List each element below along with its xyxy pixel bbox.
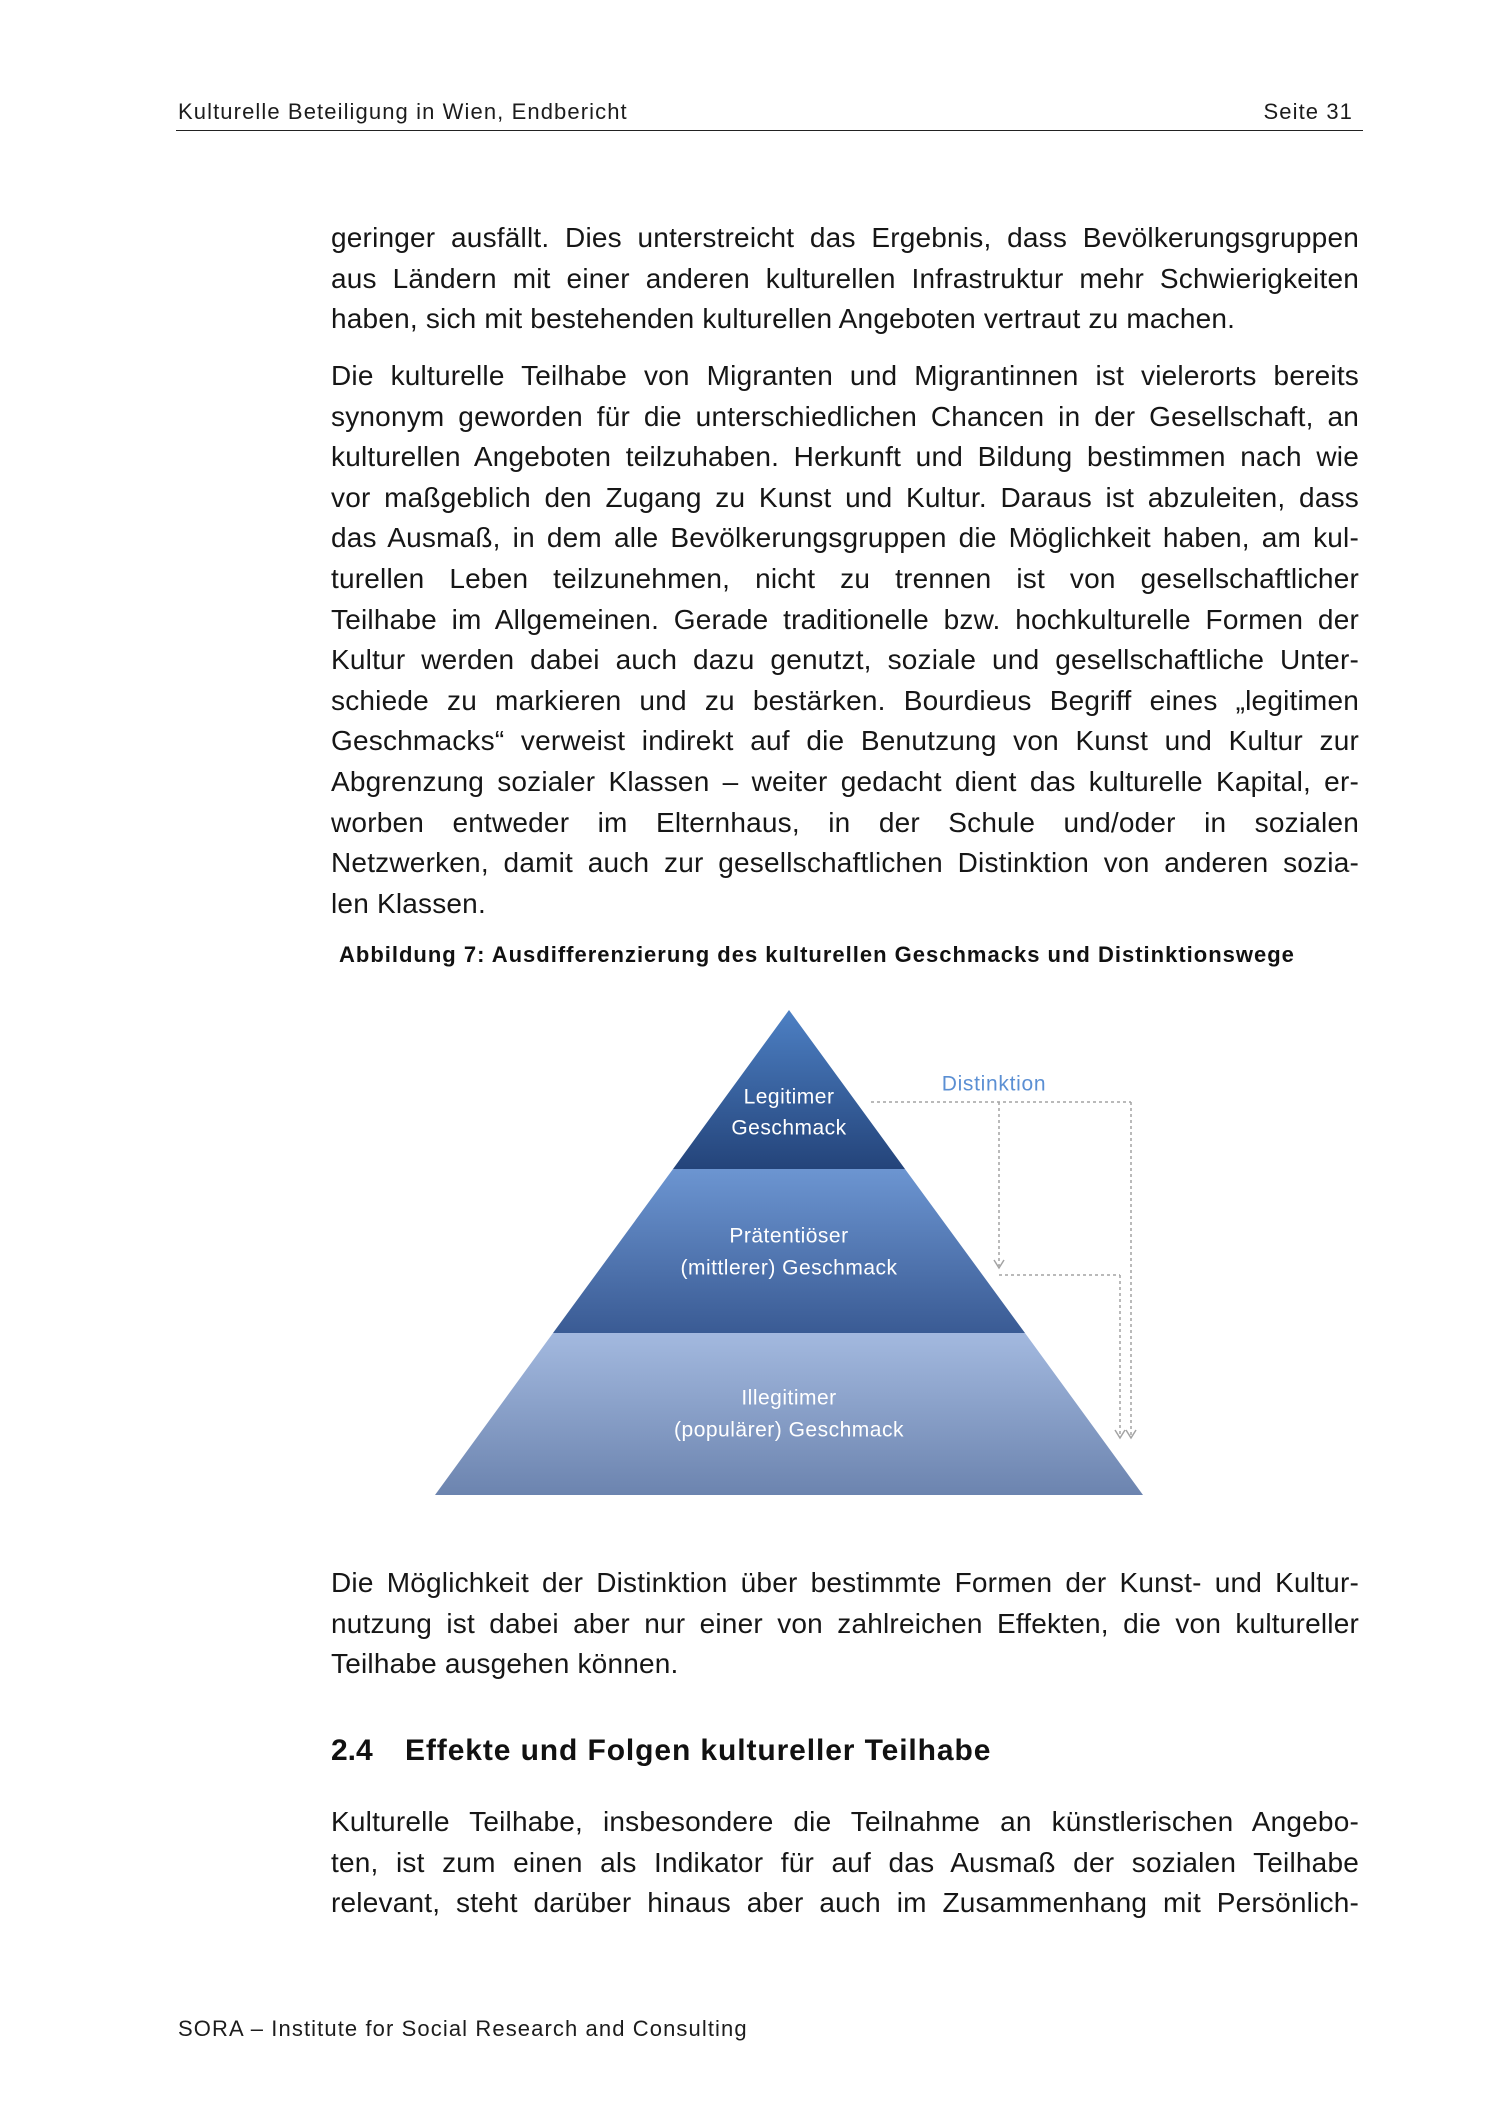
section-number: 2.4 bbox=[331, 1734, 373, 1767]
page-footer: SORA – Institute for Social Research and Consulting bbox=[178, 2016, 748, 2041]
tier-2-label-line-1: Prätentiöser bbox=[729, 1224, 849, 1248]
body-text-line: Teilhabe ausgehen können. bbox=[331, 1648, 679, 1680]
body-text-line: nutzung ist dabei aber nur einer von zahlreichen Effekten, die von kultureller bbox=[331, 1607, 1359, 1639]
tier-3-label-line-1: Illegitimer bbox=[741, 1386, 837, 1410]
body-text-line: vor maßgeblich den Zugang zu Kunst und Kultur. Daraus ist abzuleiten, dass bbox=[331, 481, 1359, 513]
body-text-line: Teilhabe im Allgemeinen. Gerade traditionelle bzw. hochkulturelle Formen der bbox=[331, 603, 1359, 635]
body-text-line: kulturellen Angeboten teilzuhaben. Herkunft und Bildung bestimmen nach wie bbox=[331, 441, 1359, 473]
section-heading bbox=[331, 1731, 1359, 1771]
pyramid-tier-pretentious bbox=[553, 1169, 1025, 1333]
body-text-line: worben entweder im Elternhaus, in der Schule und/oder in sozialen bbox=[331, 806, 1359, 838]
body-text-line: len Klassen. bbox=[331, 887, 486, 919]
body-text-line: Geschmacks“ verweist indirekt auf die Benutzung von Kunst und Kultur zur bbox=[331, 725, 1359, 757]
paragraph-2 bbox=[331, 356, 1359, 924]
body-text-line: Netzwerken, damit auch zur gesellschaftlichen Distinktion von anderen sozia- bbox=[331, 847, 1359, 879]
tier-3-label-line-2: (populärer) Geschmack bbox=[674, 1418, 904, 1442]
distinction-label: Distinktion bbox=[941, 1072, 1047, 1096]
body-text-line: ten, ist zum einen als Indikator für auf das Ausmaß der sozialen Teilhabe bbox=[331, 1846, 1359, 1878]
body-text-line: synonym geworden für die unterschiedlichen Chancen in der Gesellschaft, an bbox=[331, 400, 1359, 432]
body-text-line: schiede zu markieren und zu bestärken. Bourdieus Begriff eines „legitimen bbox=[331, 684, 1359, 716]
document-title: Kulturelle Beteiligung in Wien, Endbericht bbox=[178, 99, 628, 124]
body-text-line: das Ausmaß, in dem alle Bevölkerungsgruppen die Möglichkeit haben, am kul- bbox=[331, 522, 1359, 554]
taste-pyramid-figure bbox=[420, 995, 1160, 1510]
page-number: Seite 31 bbox=[1263, 99, 1353, 124]
tier-1-label-line-1: Legitimer bbox=[743, 1085, 835, 1109]
body-text-line: aus Ländern mit einer anderen kulturellen Infrastruktur mehr Schwierigkeiten bbox=[331, 262, 1359, 294]
body-text-line: Kulturelle Teilhabe, insbesondere die Teilnahme an künstlerischen Angebo- bbox=[331, 1806, 1359, 1837]
running-head bbox=[178, 97, 1353, 127]
header-rule bbox=[176, 130, 1363, 131]
pyramid-tier-illegitimate bbox=[435, 1333, 1143, 1495]
body-text-line: Die Möglichkeit der Distinktion über bestimmte Formen der Kunst- und Kultur- bbox=[331, 1567, 1359, 1598]
body-text-line: relevant, steht darüber hinaus aber auch im Zusammenhang mit Persönlich- bbox=[331, 1887, 1359, 1919]
paragraph-3 bbox=[331, 1563, 1359, 1685]
body-text-line: haben, sich mit bestehenden kulturellen Angeboten vertraut zu machen. bbox=[331, 303, 1236, 335]
body-text-line: Die kulturelle Teilhabe von Migranten und Migrantinnen ist vielerorts bereits bbox=[331, 360, 1359, 391]
paragraph-4 bbox=[331, 1802, 1359, 1924]
section-title: Effekte und Folgen kultureller Teilhabe bbox=[405, 1734, 992, 1767]
body-text-line: Abgrenzung sozialer Klassen – weiter gedacht dient das kulturelle Kapital, er- bbox=[331, 765, 1359, 797]
tier-2-label-line-2: (mittlerer) Geschmack bbox=[680, 1256, 898, 1280]
body-text-line: Kultur werden dabei auch dazu genutzt, soziale und gesellschaftliche Unter- bbox=[331, 644, 1359, 676]
paragraph-1 bbox=[331, 218, 1359, 340]
figure-caption: Abbildung 7: Ausdifferenzierung des kulturellen Geschmacks und Distinktionswege bbox=[339, 942, 1295, 967]
body-text-line: geringer ausfällt. Dies unterstreicht das Ergebnis, dass Bevölkerungsgruppen bbox=[331, 222, 1359, 253]
body-text-line: turellen Leben teilzunehmen, nicht zu trennen ist von gesellschaftlicher bbox=[331, 562, 1359, 594]
tier-1-label-line-2: Geschmack bbox=[731, 1116, 847, 1140]
